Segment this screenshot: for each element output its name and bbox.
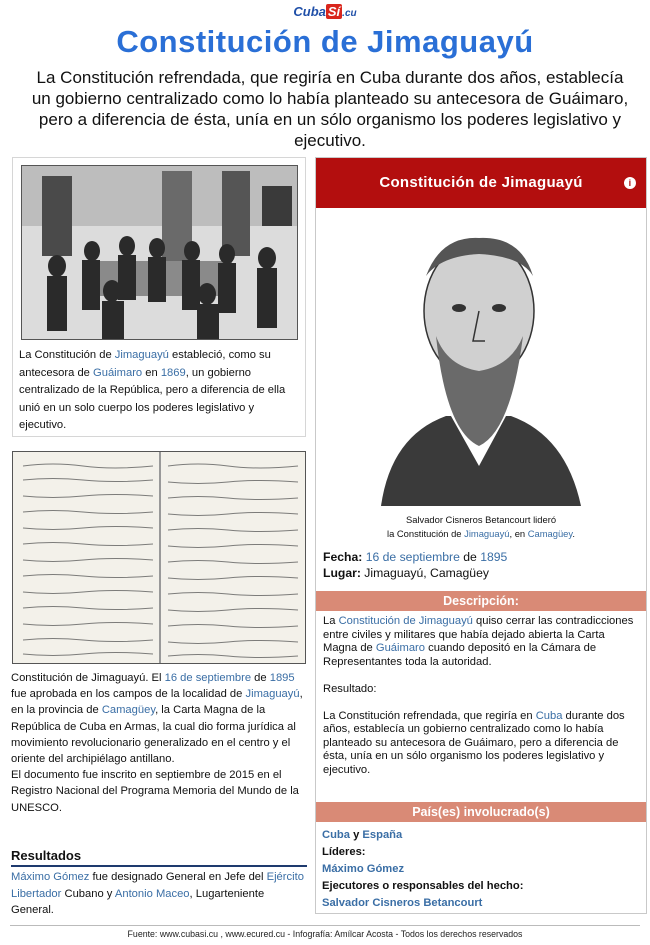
infobox-header: Constitución de Jimaguayú i: [316, 158, 646, 208]
infobox: [315, 157, 647, 914]
link-jimaguayu-2[interactable]: Jimaguayú: [245, 688, 300, 701]
link-maximo-gomez[interactable]: Máximo Gómez: [11, 871, 90, 883]
lead-paragraph: La Constitución refrendada, que regiría en Cuba durante dos años, establecía un gobierno centralizado como lo había planteado su antecesora de Guáimaro, pero a diferencia de ésta, unía en un sólo organismo los poderes legislativo y ejecutivo.: [31, 68, 629, 150]
link-cap-jimaguayu[interactable]: Jimaguayú: [464, 527, 510, 539]
cubasi-logo: Cuba Sí .cu: [293, 4, 357, 19]
salvador-cisneros-portrait: [351, 216, 606, 506]
link-desc-constitucion[interactable]: Constitución de Jimaguayú: [338, 615, 473, 627]
link-1869[interactable]: 1869: [160, 366, 186, 379]
link-desc-cuba[interactable]: Cuba: [535, 709, 563, 722]
link-lider-maximo-gomez[interactable]: Máximo Gómez: [322, 863, 405, 875]
link-ejecutor-salvador-cisneros[interactable]: Salvador Cisneros Betancourt: [322, 897, 483, 909]
descripcion-text: La Constitución de Jimaguayú quiso cerrar las contradicciones entre civiles y militares que había dejado abierta la Carta Magna de Guáimaro cuando depositó en la Cámara de Representantes toda la autoridad. Resultado: La Constitución refrendada, que regiría en Cuba durante dos años, establecía un gobierno centralizado como lo había planteado su antecesora de Guáimaro, pero a diferencia de ésta, unía en un sólo organismo los poderes legislativo y ejecutivo.: [323, 615, 634, 776]
footer-divider: [10, 925, 640, 926]
descripcion-bar: Descripción:: [316, 591, 646, 611]
main-body-text: Constitución de Jimaguayú. El 16 de septiembre de 1895 fue aprobada en los campos de la localidad de Jimaguayú, en la provincia de Camagüey, la Carta Magna de la República de Cuba en Armas, la cual dio forma jurídica al movimiento revolucionario generalizado en el centro y el oriente del archipiélago antillano. El documento fue inscrito en septiembre de 2015 en el Registro Nacional del Programa Memoria del Mundo de la UNESCO.: [11, 672, 303, 814]
link-fecha-anio[interactable]: 1895: [480, 550, 508, 564]
link-desc-guaimaro[interactable]: Guáimaro: [375, 642, 425, 654]
link-pais-espana[interactable]: España: [362, 829, 403, 841]
constitution-document-image: [12, 451, 306, 664]
resultados-text: Máximo Gómez fue designado General en Jefe del Ejército Libertador Cubano y Antonio Maceo, Lugarteniente General.: [11, 871, 304, 916]
assembly-card: [12, 157, 306, 437]
link-fecha-dia[interactable]: 16 de septiembre: [365, 550, 460, 564]
fecha-lugar: Fecha: 16 de septiembre de 1895 Lugar: Jimaguayú, Camagüey: [323, 550, 508, 580]
paises-list: Cuba y España Líderes: Máximo Gómez Ejecutores o responsables del hecho: Salvador Cisneros Betancourt: [322, 829, 524, 909]
link-camaguey[interactable]: Camagüey: [101, 704, 156, 717]
link-cap-camaguey[interactable]: Camagüey: [527, 527, 573, 539]
link-1895[interactable]: 1895: [269, 672, 295, 684]
link-16-septiembre[interactable]: 16 de septiembre: [164, 672, 252, 684]
assembly-illustration: [21, 165, 298, 340]
link-guaimaro[interactable]: Guáimaro: [93, 366, 143, 379]
page-title: Constitución de Jimaguayú: [116, 24, 534, 59]
paises-bar: País(es) involucrado(s): [316, 802, 646, 822]
portrait-caption: Salvador Cisneros Betancourt lideró la Constitución de Jimaguayú, en Camagüey.: [387, 514, 575, 539]
link-antonio-maceo[interactable]: Antonio Maceo: [114, 887, 190, 900]
link-jimaguayu[interactable]: Jimaguayú: [114, 349, 169, 361]
footer-credits: Fuente: www.cubasi.cu , www.ecured.cu - Infografía: Amílcar Acosta - Todos los derechos reservados: [127, 929, 523, 939]
link-pais-cuba[interactable]: Cuba: [322, 829, 350, 841]
info-icon[interactable]: i: [624, 177, 636, 189]
link-ejercito-libertador[interactable]: Ejército Libertador: [11, 871, 304, 900]
assembly-caption: La Constitución de Jimaguayú estableció, como su antecesora de Guáimaro en 1869, un gobierno centralizado de la República, pero a diferencia de ella unió en un solo cuerpo los poderes legislativo y ejecutivo.: [19, 349, 286, 431]
resultados-heading: Resultados: [11, 848, 307, 867]
